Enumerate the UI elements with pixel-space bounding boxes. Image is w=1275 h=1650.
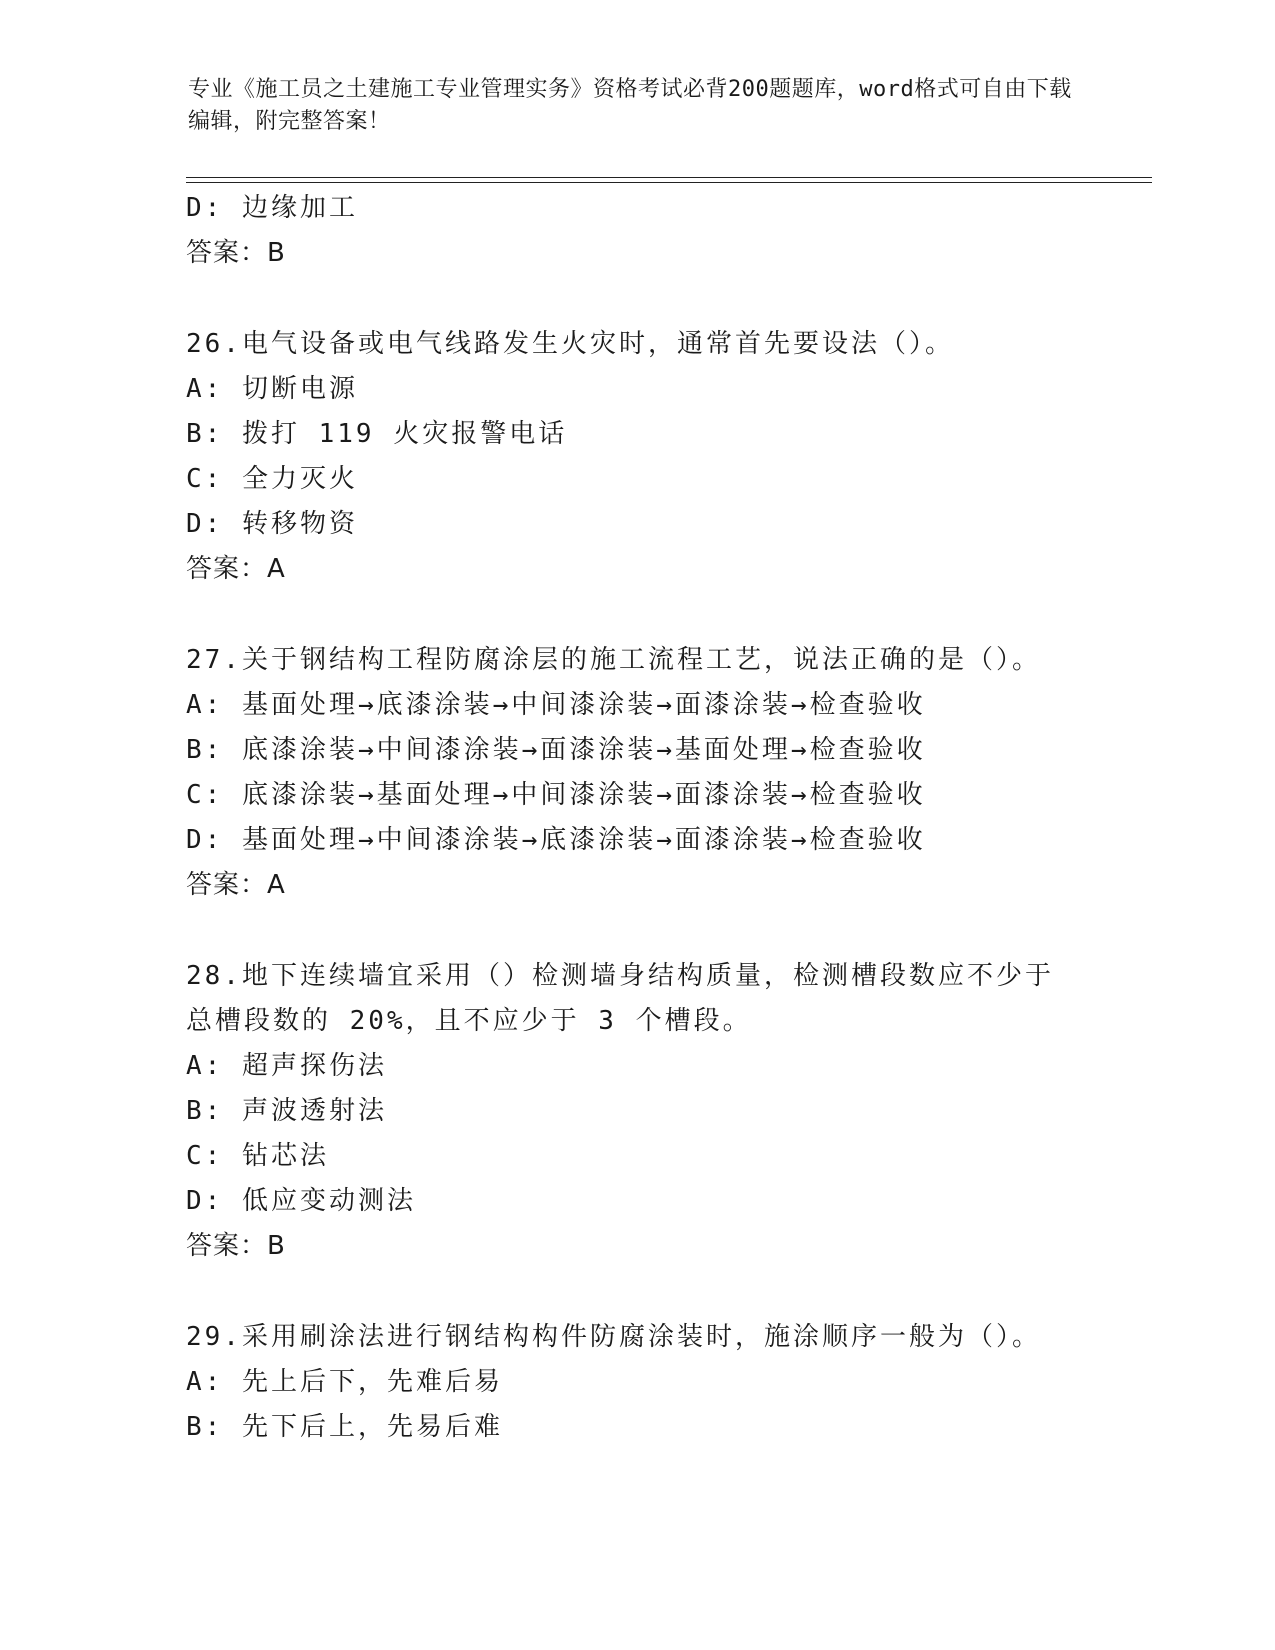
question-stem: 29.采用刷涂法进行钢结构构件防腐涂装时，施涂顺序一般为（）。 xyxy=(186,1322,1041,1352)
option-b: B: 底漆涂装→中间漆涂装→面漆涂装→基面处理→检查验收 xyxy=(186,735,926,765)
option-b: B: 先下后上，先易后难 xyxy=(186,1412,503,1442)
option-c: C: 底漆涂装→基面处理→中间漆涂装→面漆涂装→检查验收 xyxy=(186,780,926,810)
document-header: 专业《施工员之土建施工专业管理实务》资格考试必背200题题库，word格式可自由下载编辑，附完整答案！ xyxy=(188,77,1072,134)
question-26 xyxy=(186,322,1106,592)
option-b: B: 声波透射法 xyxy=(186,1096,387,1126)
header-rule-bottom xyxy=(186,182,1152,183)
answer: 答案：B xyxy=(186,1231,286,1261)
answer: 答案：A xyxy=(186,554,286,584)
option-d: D: 低应变动测法 xyxy=(186,1186,416,1216)
answer: 答案：A xyxy=(186,870,286,900)
question-stem: 27.关于钢结构工程防腐涂层的施工流程工艺，说法正确的是（）。 xyxy=(186,645,1041,675)
option-d: D: 基面处理→中间漆涂装→底漆涂装→面漆涂装→检查验收 xyxy=(186,825,926,855)
option-a: A: 先上后下，先难后易 xyxy=(186,1367,503,1397)
question-stem: 28.地下连续墙宜采用（）检测墙身结构质量，检测槽段数应不少于总槽段数的 20%，且不应少于 3 个槽段。 xyxy=(186,961,1054,1036)
option-a: A: 基面处理→底漆涂装→中间漆涂装→面漆涂装→检查验收 xyxy=(186,690,926,720)
question-list xyxy=(186,186,1106,1450)
option-c: C: 全力灭火 xyxy=(186,464,358,494)
header-rule-top xyxy=(186,177,1152,178)
prev-answer: 答案：B xyxy=(186,238,286,268)
option-d: D: 转移物资 xyxy=(186,509,358,539)
question-28 xyxy=(186,954,1106,1269)
question-29 xyxy=(186,1315,1106,1450)
question-stem: 26.电气设备或电气线路发生火灾时，通常首先要设法（）。 xyxy=(186,329,954,359)
option-a: A: 切断电源 xyxy=(186,374,358,404)
question-27 xyxy=(186,638,1106,908)
option-b: B: 拨打 119 火灾报警电话 xyxy=(186,419,568,449)
option-c: C: 钻芯法 xyxy=(186,1141,329,1171)
prev-option-d: D: 边缘加工 xyxy=(186,193,358,223)
option-a: A: 超声探伤法 xyxy=(186,1051,387,1081)
